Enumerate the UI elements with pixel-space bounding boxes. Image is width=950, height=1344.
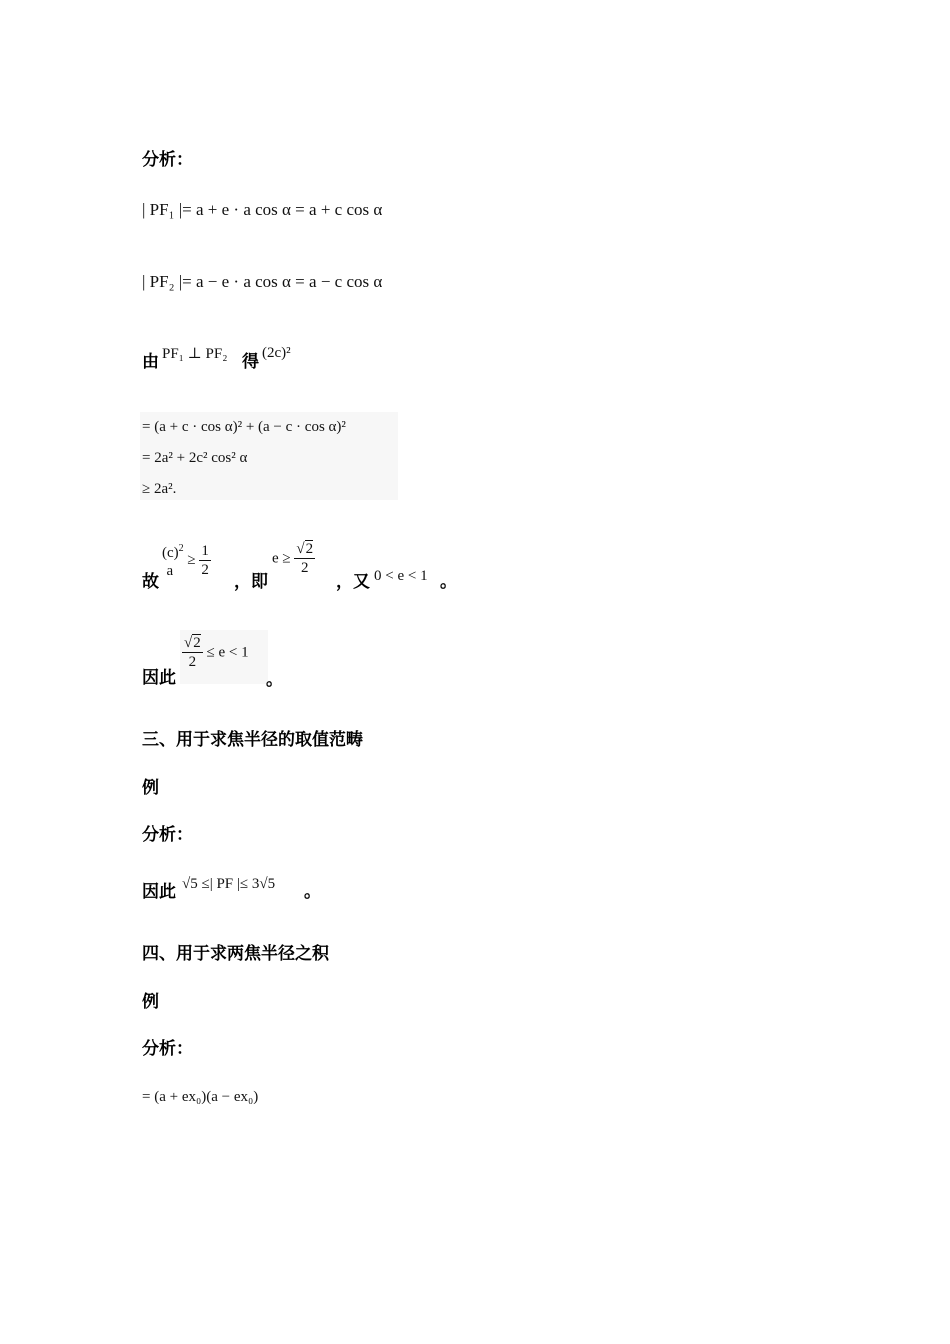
example-label-2: 例 xyxy=(142,992,159,1012)
formula-pf-range: √5 ≤| PF |≤ 3√5 xyxy=(182,876,276,892)
formula-pf2: | PF₂ |= a − e · a cos α = a − c cos α xyxy=(142,272,383,291)
formula-product: = (a + ex₀)(a − ex₀) xyxy=(142,1089,259,1105)
formula-2c-squared: (2c)² xyxy=(262,345,291,361)
formula-pf1: | PF₁ |= a + e · a cos α = a + c cos α xyxy=(142,200,383,219)
analysis-label-1: 分析： xyxy=(142,150,193,170)
formula-ratio: $(c)^2$ a ≥ $\frac{1}{2}$ xyxy=(162,542,209,579)
yinci-label-1: 因此 xyxy=(142,668,176,688)
section-3-heading: 三、用于求焦半径的取值范畴 xyxy=(142,730,363,750)
formula-expand-3: ≥ 2a². xyxy=(142,481,177,497)
period-1: 。 xyxy=(440,572,457,592)
period-3: 。 xyxy=(304,882,321,902)
gu-label: 故 xyxy=(142,572,159,592)
ji-label: ，即 xyxy=(234,572,268,592)
formula-e-range: 0 < e < 1 xyxy=(374,568,428,584)
formula-perp: PF₁ ⊥ PF₂ xyxy=(162,346,228,362)
example-label-1: 例 xyxy=(142,778,159,798)
formula-result: $\frac{√2}{2}$ ≤ e < 1 xyxy=(184,635,249,670)
yinci-label-2: 因此 xyxy=(142,882,176,902)
period-2: 。 xyxy=(266,670,283,690)
formula-expand-2: = 2a² + 2c² cos² α xyxy=(142,450,248,466)
you-label: 由 xyxy=(142,352,159,372)
section-4-heading: 四、用于求两焦半径之积 xyxy=(142,944,329,964)
formula-e-ge: e ≥ $\frac{√2}{2}$ xyxy=(272,541,314,576)
analysis-label-2: 分析： xyxy=(142,825,193,845)
de-label: 得 xyxy=(242,352,259,372)
analysis-label-3: 分析： xyxy=(142,1039,193,1059)
formula-expand-1: = (a + c · cos α)² + (a − c · cos α)² xyxy=(142,419,346,435)
you2-label: ，又 xyxy=(336,572,370,592)
